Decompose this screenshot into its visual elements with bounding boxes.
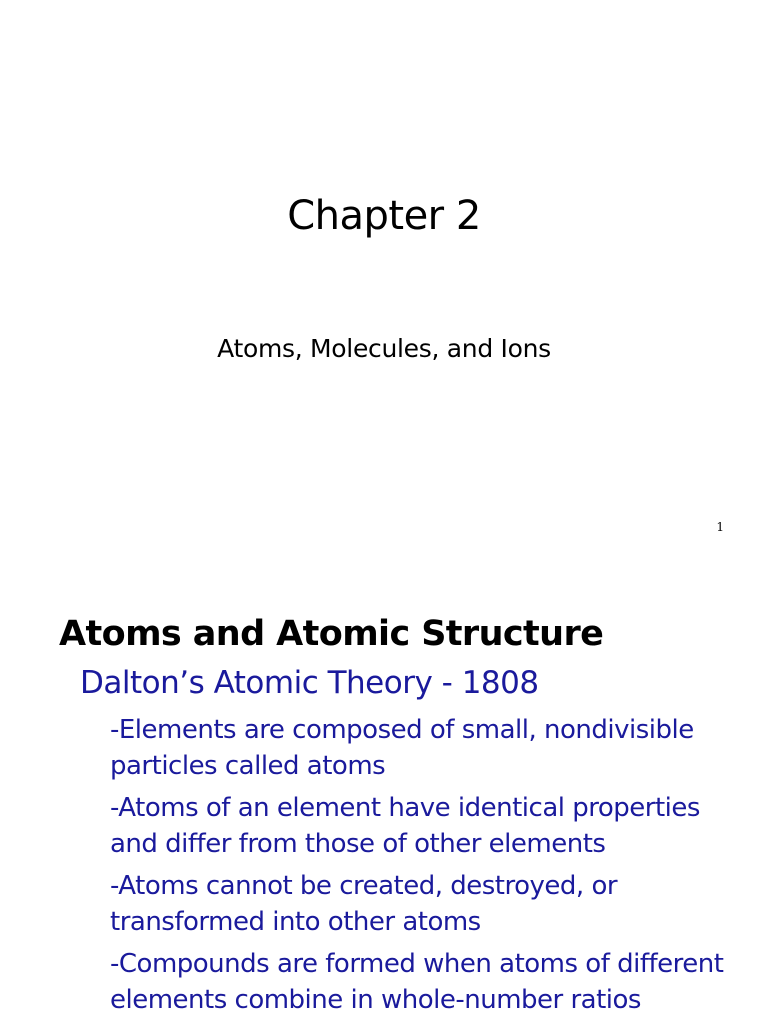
bullet-list bbox=[110, 712, 760, 1024]
bullet-item bbox=[110, 868, 760, 940]
bullet-item bbox=[110, 946, 760, 1018]
slide-title: Atoms and Atomic Structure bbox=[59, 614, 604, 654]
bullet-item bbox=[110, 712, 760, 784]
section-heading: Dalton’s Atomic Theory - 1808 bbox=[80, 665, 539, 701]
bullet-line: particles called atoms bbox=[110, 751, 386, 781]
slide-title: Chapter 2 bbox=[287, 193, 481, 239]
bullet-line: transformed into other atoms bbox=[110, 907, 481, 937]
bullet-line: -Elements are composed of small, nondivisible bbox=[110, 715, 694, 745]
bullet-line: -Compounds are formed when atoms of different bbox=[110, 949, 724, 979]
bullet-line: elements combine in whole-number ratios bbox=[110, 985, 641, 1015]
page-number: 1 bbox=[716, 520, 724, 534]
bullet-item bbox=[110, 790, 760, 862]
bullet-line: and differ from those of other elements bbox=[110, 829, 606, 859]
bullet-line: -Atoms of an element have identical properties bbox=[110, 793, 700, 823]
bullet-line: -Atoms cannot be created, destroyed, or bbox=[110, 871, 618, 901]
slide-subtitle: Atoms, Molecules, and Ions bbox=[217, 334, 551, 363]
slide-2 bbox=[0, 576, 768, 1024]
